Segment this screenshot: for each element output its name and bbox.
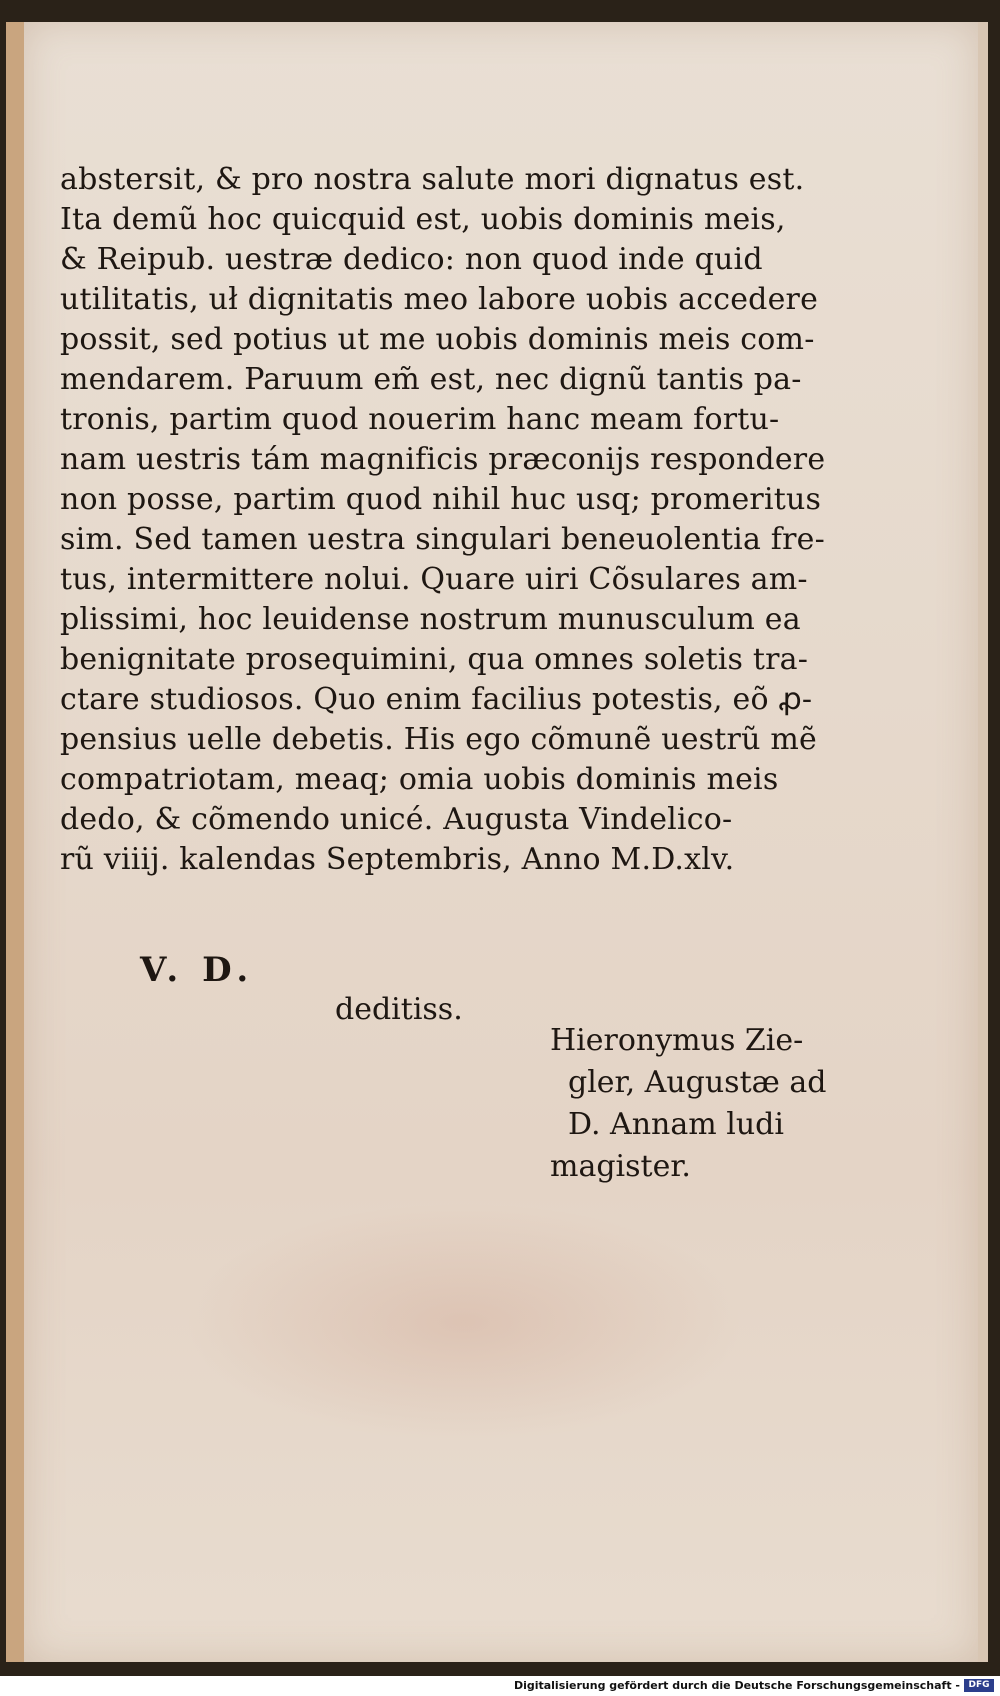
- signature-block: [550, 1020, 826, 1188]
- paper-stain: [184, 1202, 744, 1442]
- text-line: compatriotam, meaq; omia uobis dominis meis: [60, 762, 779, 797]
- text-line: tus, intermittere nolui. Quare uiri Cõsulares am-: [60, 562, 808, 597]
- signature-line: magister.: [550, 1149, 691, 1184]
- text-line: & Reipub. uestræ dedico: non quod inde quid: [60, 242, 763, 277]
- text-line: pensius uelle debetis. His ego cõmunẽ uestrũ mẽ: [60, 722, 817, 757]
- closing-deditiss: deditiss.: [335, 992, 463, 1027]
- text-line: possit, sed potius ut me uobis dominis meis com-: [60, 322, 815, 357]
- text-line: dedo, & cõmendo unicé. Augusta Vindelico-: [60, 802, 733, 837]
- text-line: rũ viiij. kalendas Septembris, Anno M.D.xlv.: [60, 842, 735, 877]
- text-line: mendarem. Paruum em̃ est, nec dignũ tantis pa-: [60, 362, 802, 397]
- signature-line: D. Annam ludi: [568, 1107, 784, 1142]
- text-line: benignitate prosequimini, qua omnes soletis tra-: [60, 642, 809, 677]
- text-line: nam uestris tám magnificis præconijs respondere: [60, 442, 826, 477]
- text-line: sim. Sed tamen uestra singulari beneuolentia fre-: [60, 522, 825, 557]
- text-line: ctare studiosos. Quo enim facilius potestis, eõ ꝓ-: [60, 682, 813, 717]
- text-line: tronis, partim quod nouerim hanc meam fortu-: [60, 402, 780, 437]
- footer-credit: Digitalisierung gefördert durch die Deutsche Forschungsgemeinschaft -: [513, 1679, 960, 1692]
- signature-line: gler, Augustæ ad: [568, 1065, 827, 1100]
- text-line: Ita demũ hoc quicquid est, uobis dominis meis,: [60, 202, 786, 237]
- body-text: [60, 160, 860, 880]
- text-line: utilitatis, uł dignitatis meo labore uobis accedere: [60, 282, 819, 317]
- closing-vd: V. D.: [140, 950, 255, 990]
- dfg-logo: DFG: [964, 1679, 994, 1692]
- text-line: abstersit, & pro nostra salute mori dignatus est.: [60, 162, 805, 197]
- signature-line: Hieronymus Zie-: [550, 1023, 804, 1058]
- text-line: non posse, partim quod nihil huc usq; promeritus: [60, 482, 822, 517]
- text-line: plissimi, hoc leuidense nostrum munusculum ea: [60, 602, 801, 637]
